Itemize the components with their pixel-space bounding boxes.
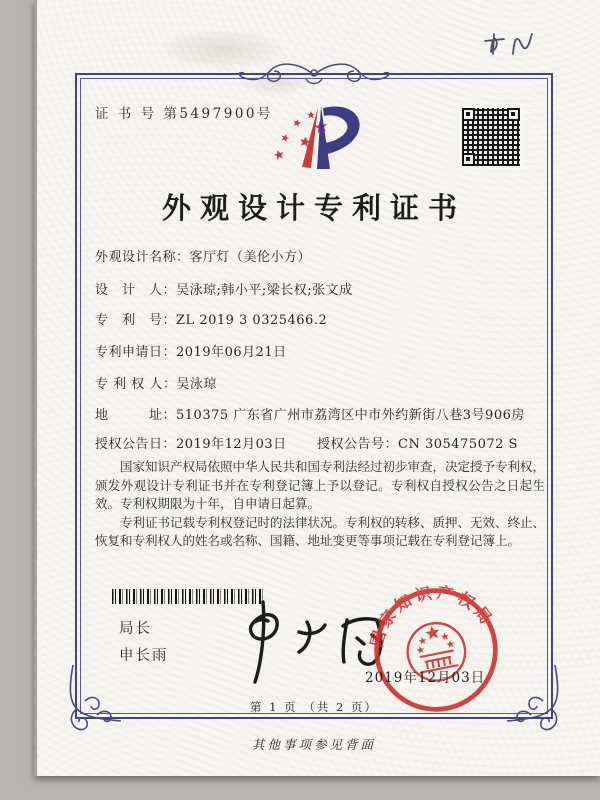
logo-p-bowl <box>323 107 360 154</box>
field-value: 510375 广东省广州市荔湾区中市外约新街八巷3号906房 <box>176 408 525 423</box>
field-value: 吴泳琼;韩小平;梁长权;张文成 <box>176 283 353 298</box>
seal-text: 国家知识产权局 <box>366 582 498 650</box>
field-label: 专 利 权 人： <box>95 377 177 392</box>
qr-finder-pattern <box>462 153 475 166</box>
field-grant-publication-number <box>317 433 518 452</box>
director-block <box>119 616 169 670</box>
certificate-paper <box>34 0 600 776</box>
top-flourish-ornament <box>224 59 404 93</box>
field-patentee <box>95 373 217 392</box>
handwritten-mark <box>477 28 543 62</box>
director-title: 局长 <box>119 621 152 637</box>
cnipa-logo <box>255 98 387 184</box>
field-value: 客厅灯（美伦小方） <box>189 250 312 265</box>
logo-navy-wedge <box>317 106 330 169</box>
qr-code <box>462 108 520 166</box>
field-designers <box>95 279 353 298</box>
field-label: 专利申请日： <box>95 345 177 360</box>
certificate-title: 外观设计专利证书 <box>161 191 466 225</box>
field-value: CN 305475072 S <box>398 437 518 452</box>
field-label: 外观设计名称： <box>95 250 190 265</box>
field-value: 吴泳琼 <box>176 377 217 392</box>
field-patent-number <box>95 309 327 328</box>
corner-flourish <box>63 661 125 733</box>
field-address <box>95 404 525 423</box>
field-design-name <box>95 246 311 265</box>
seal-date: 2019年12月03日 <box>365 670 486 686</box>
field-label: 专 利 号： <box>95 313 177 328</box>
field-label: 地 址： <box>95 408 177 423</box>
field-grant-date <box>95 433 518 452</box>
director-name: 申长雨 <box>119 648 169 664</box>
field-value: 2019年06月21日 <box>176 345 287 360</box>
legal-notice <box>95 458 545 551</box>
field-value: 2019年12月03日 <box>176 437 287 452</box>
qr-finder-pattern <box>462 108 475 121</box>
field-value: ZL 2019 3 0325466.2 <box>176 313 328 328</box>
qr-finder-pattern <box>507 108 520 121</box>
notice-paragraph-1: 国家知识产权局依照中华人民共和国专利法经过初步审查，决定授予专利权，颁发外观设计专利证书并在专利登记簿上予以登记。专利权自授权公告之日起生效。专利权期限为十年，自申请日起算。 <box>95 459 546 511</box>
notice-paragraph-2: 专利证书记载专利权登记时的法律状况。专利权的转移、质押、无效、终止、恢复和专利权人的姓名或名称、国籍、地址变更等事项记载在专利登记簿上。 <box>95 514 546 548</box>
back-side-note: 其他事项参见背面 <box>251 737 376 752</box>
field-label: 授权公告号： <box>317 437 399 452</box>
page-indicator: 第 1 页 （共 2 页） <box>250 700 378 714</box>
field-filing-date <box>95 341 287 360</box>
field-label: 设 计 人： <box>95 283 177 298</box>
certificate-number: 证 书 号 第5497900号 <box>95 106 273 122</box>
field-label: 授权公告日： <box>95 437 177 452</box>
